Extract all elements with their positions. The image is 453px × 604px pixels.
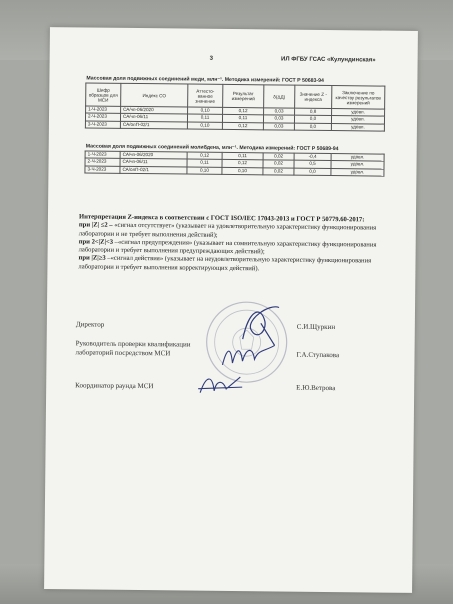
cell: 0,10 xyxy=(187,167,222,175)
cell: удовл. xyxy=(332,109,385,117)
cell: 0,0 xyxy=(294,168,331,176)
condition-text: –«сигнал действия» (указывает на неудовлетворительную характеристику функционирования лаборатории и требует выполнения корректирующих действий). xyxy=(78,255,372,273)
head-signature xyxy=(218,339,278,372)
cell: 1-Ч-2023 xyxy=(86,106,121,114)
cell: 0,0 xyxy=(294,123,331,131)
cell: удовл. xyxy=(331,168,384,176)
cell: 3-Ч-2023 xyxy=(85,121,120,129)
cell: 0,10 xyxy=(222,167,263,175)
cell: 3-Ч-2023 xyxy=(85,166,120,174)
cell: 0,03 xyxy=(263,115,294,123)
cell: СА/олП-02/1 xyxy=(120,166,187,174)
cell: удовл. xyxy=(331,123,384,131)
cell: -0,4 xyxy=(294,153,331,161)
head-name: Г.А.Ступакова xyxy=(296,350,340,360)
cell: СА/чп-06/11 xyxy=(120,114,187,122)
director-name: С.И.Щуркин xyxy=(296,322,336,332)
col-measured-value: Результат измерений xyxy=(223,84,264,107)
director-role: Директор xyxy=(75,320,105,329)
coordinator-name: Е.Ю.Ветрова xyxy=(296,383,336,393)
cell: 0,02 xyxy=(263,160,294,168)
head-role-line1: Руководитель проверки квалификации xyxy=(75,339,191,349)
coordinator-signature xyxy=(196,371,246,400)
condition-label: при |Z|≥3 xyxy=(78,254,106,263)
table-header-row xyxy=(86,83,385,109)
cell: СА/чп-06/2020 xyxy=(121,106,188,114)
cell: 2-Ч-2023 xyxy=(85,158,120,166)
interpretation-action-signal xyxy=(78,255,378,275)
col-delta: δ(ΔД) xyxy=(264,85,295,108)
col-certified-value: Аттесто-ванное значение xyxy=(188,84,223,107)
cell: СА/чп-06/2020 xyxy=(120,151,187,159)
cell: 0,02 xyxy=(263,153,294,161)
copper-results-table xyxy=(85,82,385,131)
page-header xyxy=(50,54,418,68)
z-index-interpretation xyxy=(78,213,379,274)
cell: 0,8 xyxy=(295,108,332,116)
cell: 0,02 xyxy=(263,168,294,176)
condition-text: «сигнал отсутствует» (указывает на удовлетворительную характеристику функционирования лаборатории и не требует выполнения действий); xyxy=(78,222,377,239)
table1-title: Массовая доля подвижных соединений меди, млн⁻¹. Методика измерений: ГОСТ Р 50683-94 xyxy=(86,75,324,84)
cell: 0,0 xyxy=(294,116,331,124)
cell: 0,11 xyxy=(187,159,222,167)
page-number: 3 xyxy=(209,55,214,62)
col-conclusion: Заключение по качеству результатов измерений xyxy=(332,86,385,110)
condition-label: при 2<|Z|<3 xyxy=(78,238,114,246)
condition-label: при |Z| ≤2 – xyxy=(78,221,113,230)
cell: 0,11 xyxy=(222,115,263,123)
molybdenum-results-table xyxy=(84,150,384,176)
cell: 0,12 xyxy=(223,107,264,115)
table2-title: Массовая доля подвижных соединений молибдена, млн⁻¹. Методика измерений: ГОСТ Р 50689-94 xyxy=(85,143,339,153)
coordinator-role: Координатор раунда МСИ xyxy=(75,381,154,391)
cell: 0,11 xyxy=(187,114,222,122)
cell: удовл. xyxy=(331,154,384,162)
condition-text: –«сигнал предупреждения» (указывает на сомнительную характеристику функционирования лаборатории и требует выполнения предупреждающих действий); xyxy=(78,238,377,256)
cell: 0,10 xyxy=(188,107,223,115)
cell: 0,12 xyxy=(222,160,263,168)
cell: СА/олП-02/1 xyxy=(120,121,187,129)
cell: 0,11 xyxy=(222,152,263,160)
col-sample-code: Шифр образцов для МСИ xyxy=(86,83,121,106)
cell: 0,12 xyxy=(222,122,263,130)
document-page xyxy=(44,27,418,593)
cell: 2-Ч-2023 xyxy=(85,113,120,121)
cell: удовл. xyxy=(331,161,384,169)
cell: 0,5 xyxy=(294,161,331,169)
cell: 0,03 xyxy=(263,123,294,131)
cell: 1-Ч-2023 xyxy=(85,151,120,159)
cell: 0,03 xyxy=(264,108,295,116)
cell: 0,12 xyxy=(187,152,222,160)
col-z-index: Значение Z - индекса xyxy=(295,85,332,108)
organization-name: ИЛ ФГБУ ГСАС «Кулундинская» xyxy=(281,56,376,64)
cell: удовл. xyxy=(331,116,384,124)
head-role-line2: лабораторий посредством МСИ xyxy=(75,348,171,358)
cell: 0,10 xyxy=(187,122,222,130)
cell: СА/чп-06/11 xyxy=(120,159,187,167)
col-reference-index: Индекс СО xyxy=(121,83,188,107)
interpretation-heading: Интерпретация Z-индекса в соответствии с ГОСТ ISO/IEC 17043-2013 и ГОСТ Р 50779.60-2017: xyxy=(78,213,365,224)
